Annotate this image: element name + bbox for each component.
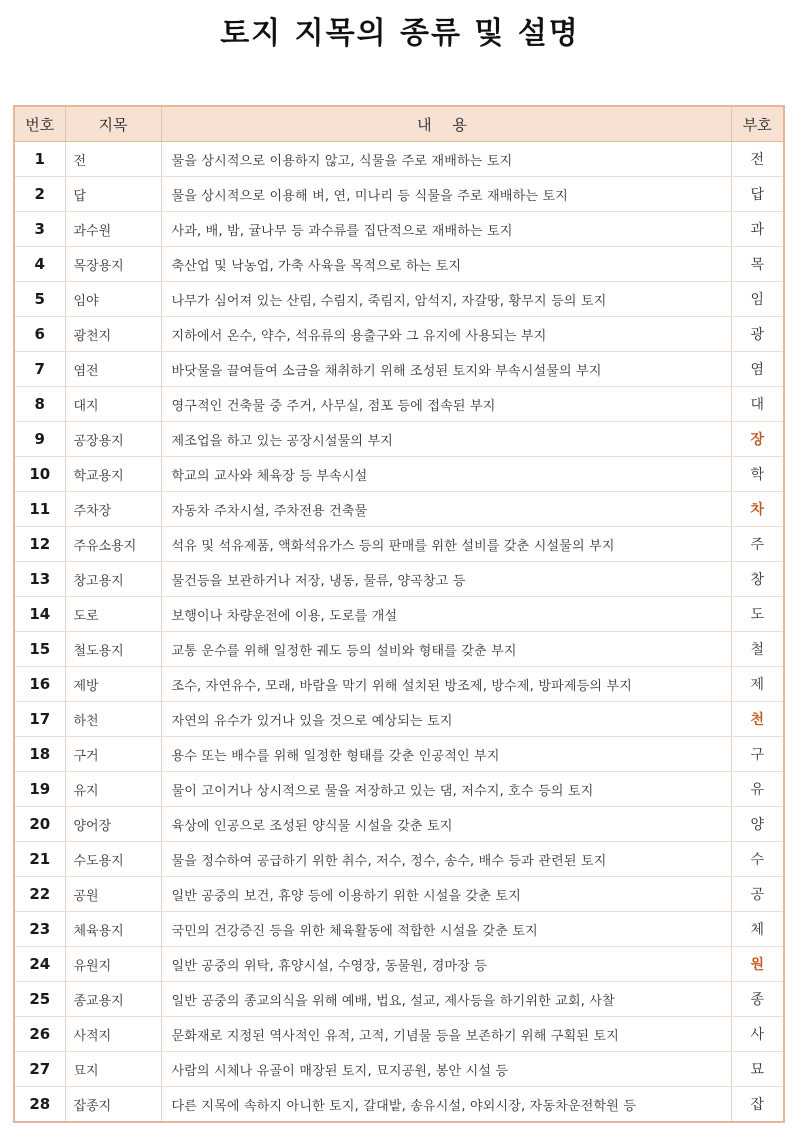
row-number: 28 [15, 1087, 65, 1122]
row-description: 석유 및 석유제품, 액화석유가스 등의 판매를 위한 설비를 갖춘 시설물의 부지 [161, 527, 731, 562]
row-number: 25 [15, 982, 65, 1017]
row-number: 1 [15, 142, 65, 177]
row-category-name: 과수원 [65, 212, 161, 247]
row-code: 양 [731, 807, 783, 842]
row-code: 철 [731, 632, 783, 667]
row-description: 지하에서 온수, 약수, 석유류의 용출구와 그 유지에 사용되는 부지 [161, 317, 731, 352]
row-category-name: 제방 [65, 667, 161, 702]
row-description: 국민의 건강증진 등을 위한 체육활동에 적합한 시설을 갖춘 토지 [161, 912, 731, 947]
table-row [15, 1087, 783, 1122]
row-code: 학 [731, 457, 783, 492]
row-number: 15 [15, 632, 65, 667]
row-description: 영구적인 건축물 중 주거, 사무실, 점포 등에 접속된 부지 [161, 387, 731, 422]
row-category-name: 잡종지 [65, 1087, 161, 1122]
table-row [15, 982, 783, 1017]
row-category-name: 사적지 [65, 1017, 161, 1052]
row-code: 천 [731, 702, 783, 737]
row-code: 도 [731, 597, 783, 632]
row-code: 잡 [750, 1097, 765, 1113]
table-row [15, 597, 783, 632]
row-number: 22 [15, 877, 65, 912]
row-code: 원 [731, 947, 783, 982]
row-category-name: 학교용지 [65, 457, 161, 492]
table-row [15, 212, 783, 247]
table-row [15, 877, 783, 912]
row-code: 제 [731, 667, 783, 702]
row-category-name: 공장용지 [65, 422, 161, 457]
row-description: 일반 공중의 종교의식을 위해 예배, 법요, 설교, 제사등을 하기위한 교회, 사찰 [161, 982, 731, 1017]
row-description: 육상에 인공으로 조성된 양식물 시설을 갖춘 토지 [161, 807, 731, 842]
row-category-name: 답 [65, 177, 161, 212]
row-code: 공 [731, 877, 783, 912]
row-code: 묘 [731, 1052, 783, 1087]
row-category-name: 광천지 [65, 317, 161, 352]
row-code: 종 [731, 982, 783, 1017]
table-header [15, 107, 783, 142]
row-category-name: 전 [65, 142, 161, 177]
row-number: 24 [15, 947, 65, 982]
row-code: 광 [731, 317, 783, 352]
row-category-name: 묘지 [65, 1052, 161, 1087]
row-category-name: 양어장 [65, 807, 161, 842]
row-code: 주 [731, 527, 783, 562]
header-category: 지목 [65, 107, 161, 142]
row-category-name: 주차장 [65, 492, 161, 527]
row-code: 목 [731, 247, 783, 282]
row-number: 27 [15, 1052, 65, 1087]
header-code: 부호 [731, 107, 783, 142]
row-code: 체 [731, 912, 783, 947]
row-number: 3 [15, 212, 65, 247]
row-description: 다른 지목에 속하지 아니한 토지, 갈대밭, 송유시설, 야외시장, 자동차운전학원 등 [161, 1087, 731, 1122]
row-category-name: 염전 [65, 352, 161, 387]
row-description: 교통 운수를 위해 일정한 궤도 등의 설비와 형태를 갖춘 부지 [161, 632, 731, 667]
row-category-name: 수도용지 [65, 842, 161, 877]
table-row [15, 912, 783, 947]
table-row [15, 422, 783, 457]
table-body [15, 142, 783, 1122]
table-row [15, 527, 783, 562]
table-row [15, 247, 783, 282]
row-category-name: 임야 [65, 282, 161, 317]
row-number: 13 [15, 562, 65, 597]
row-code: 수 [731, 842, 783, 877]
table-row [15, 457, 783, 492]
page-title: 토지 지목의 종류 및 설명 [220, 16, 580, 51]
row-category-name: 창고용지 [65, 562, 161, 597]
table-row [15, 737, 783, 772]
row-description: 축산업 및 낙농업, 가축 사육을 목적으로 하는 토지 [161, 247, 731, 282]
row-number: 5 [15, 282, 65, 317]
header-number: 번호 [15, 107, 65, 142]
row-category-name: 구거 [65, 737, 161, 772]
row-description: 나무가 심어져 있는 산림, 수림지, 죽림지, 암석지, 자갈땅, 황무지 등의 토지 [161, 282, 731, 317]
row-description: 물을 정수하여 공급하기 위한 취수, 저수, 정수, 송수, 배수 등과 관련된 토지 [161, 842, 731, 877]
row-number: 26 [15, 1017, 65, 1052]
table-row [15, 177, 783, 212]
row-description: 바닷물을 끌여들여 소금을 채취하기 위해 조성된 토지와 부속시설물의 부지 [161, 352, 731, 387]
row-description: 사람의 시체나 유골이 매장된 토지, 묘지공원, 봉안 시설 등 [161, 1052, 731, 1087]
row-description: 자연의 유수가 있거나 있을 것으로 예상되는 토지 [161, 702, 731, 737]
row-code: 장 [731, 422, 783, 457]
row-description: 사과, 배, 밤, 귤나무 등 과수류를 집단적으로 재배하는 토지 [161, 212, 731, 247]
row-code: 창 [731, 562, 783, 597]
row-category-name: 유원지 [65, 947, 161, 982]
row-category-name: 목장용지 [65, 247, 161, 282]
land-category-table-container [13, 105, 785, 1123]
row-number: 12 [15, 527, 65, 562]
row-code: 대 [731, 387, 783, 422]
table-row [15, 947, 783, 982]
row-number: 2 [15, 177, 65, 212]
row-code: 염 [731, 352, 783, 387]
table-row [15, 702, 783, 737]
row-number: 21 [15, 842, 65, 877]
row-number: 14 [15, 597, 65, 632]
row-number: 8 [15, 387, 65, 422]
row-code: 차 [731, 492, 783, 527]
row-code: 사 [731, 1017, 783, 1052]
row-category-name: 대지 [65, 387, 161, 422]
row-number: 19 [15, 772, 65, 807]
row-description: 일반 공중의 위탁, 휴양시설, 수영장, 동물원, 경마장 등 [161, 947, 731, 982]
row-code: 과 [731, 212, 783, 247]
table-row [15, 1017, 783, 1052]
table-row [15, 142, 783, 177]
row-description: 물이 고이거나 상시적으로 물을 저장하고 있는 댐, 저수지, 호수 등의 토지 [161, 772, 731, 807]
row-number: 10 [15, 457, 65, 492]
row-category-name: 체육용지 [65, 912, 161, 947]
row-description: 문화재로 지정된 역사적인 유적, 고적, 기념물 등을 보존하기 위해 구획된 토지 [161, 1017, 731, 1052]
table-row [15, 807, 783, 842]
row-number: 4 [15, 247, 65, 282]
row-description: 조수, 자연유수, 모래, 바람을 막기 위해 설치된 방조제, 방수제, 방파제등의 부지 [161, 667, 731, 702]
row-category-name: 도로 [65, 597, 161, 632]
row-number: 11 [15, 492, 65, 527]
row-category-name: 주유소용지 [65, 527, 161, 562]
table-row [15, 352, 783, 387]
row-description: 보행이나 차량운전에 이용, 도로를 개설 [161, 597, 731, 632]
row-category-name: 종교용지 [65, 982, 161, 1017]
row-number: 18 [15, 737, 65, 772]
row-description: 물을 상시적으로 이용해 벼, 연, 미나리 등 식물을 주로 재배하는 토지 [161, 177, 731, 212]
row-description: 학교의 교사와 체육장 등 부속시설 [161, 457, 731, 492]
row-code: 전 [731, 142, 783, 177]
row-description: 물을 상시적으로 이용하지 않고, 식물을 주로 재배하는 토지 [161, 142, 731, 177]
row-category-name: 유지 [65, 772, 161, 807]
row-number: 17 [15, 702, 65, 737]
row-category-name: 공원 [65, 877, 161, 912]
header-description: 내 용 [161, 107, 731, 142]
row-number: 7 [15, 352, 65, 387]
row-description: 물건등을 보관하거나 저장, 냉동, 물류, 양곡창고 등 [161, 562, 731, 597]
row-number: 16 [15, 667, 65, 702]
table-row [15, 632, 783, 667]
row-code: 유 [731, 772, 783, 807]
table-row [15, 772, 783, 807]
row-number: 6 [15, 317, 65, 352]
table-row [15, 1052, 783, 1087]
table-row [15, 842, 783, 877]
row-code: 구 [731, 737, 783, 772]
row-description: 자동차 주차시설, 주차전용 건축물 [161, 492, 731, 527]
row-category-name: 하천 [65, 702, 161, 737]
row-category-name: 철도용지 [65, 632, 161, 667]
land-category-table [15, 107, 783, 1121]
row-description: 일반 공중의 보건, 휴양 등에 이용하기 위한 시설을 갖춘 토지 [161, 877, 731, 912]
header-row [15, 107, 783, 142]
row-number: 9 [15, 422, 65, 457]
row-number: 20 [15, 807, 65, 842]
row-number: 23 [15, 912, 65, 947]
table-row [15, 562, 783, 597]
table-row [15, 667, 783, 702]
row-code: 임 [731, 282, 783, 317]
row-code: 답 [731, 177, 783, 212]
table-row [15, 282, 783, 317]
table-row [15, 317, 783, 352]
table-row [15, 492, 783, 527]
row-description: 용수 또는 배수를 위해 일정한 형태를 갖춘 인공적인 부지 [161, 737, 731, 772]
table-row [15, 387, 783, 422]
row-description: 제조업을 하고 있는 공장시설물의 부지 [161, 422, 731, 457]
